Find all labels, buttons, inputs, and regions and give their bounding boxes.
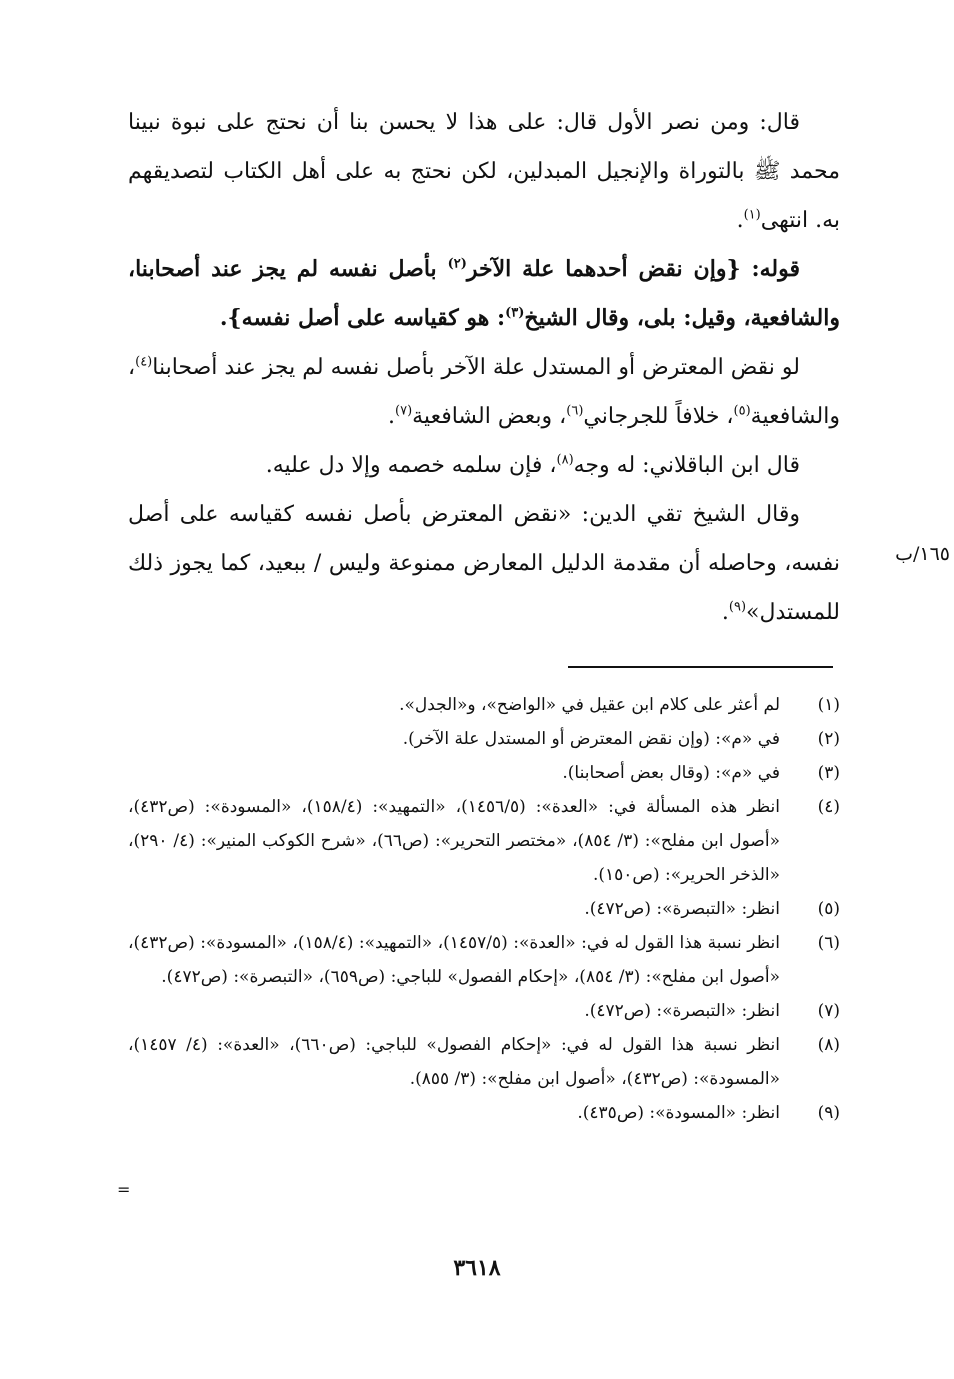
footnote-text: انظر: «التبصرة»: (ص٤٧٢). [584,1001,780,1021]
footnote-text: انظر هذه المسألة في: «العدة»: (١٤٥٦/٥)، «التمهيد»: (١٥٨/٤)، «المسودة»: (ص٤٣٢)، «أصول ابن مفلح»: (٣/ ٨٥٤)، «مختصر التحرير»: (ص٦٦)، «شرح الكوكب المنير»: (٤/ ٢٩٠)، «الذخر الحرير»: (ص١٥٠). [128,797,780,885]
manuscript-folio-marker: ١٦٥/ب [895,543,950,565]
footnote-number: (٣) [817,763,840,783]
paragraph-2-text-c: : هو كقياسه على أصل نفسه}. [219,305,506,331]
footnote-ref-7[interactable]: (٧) [395,403,413,419]
paragraph-4-text-b: ، فإن سلمه خصمه وإلا دل عليه. [265,453,557,478]
page-number: ٣٦١٨ [453,1255,501,1281]
footnote-text: في «م»: (وقال بعض أصحابنا). [562,763,780,783]
footnote-text: انظر: «التبصرة»: (ص٤٧٢). [584,899,780,919]
paragraph-3-text-c: ، خلافاً للجرجاني [583,404,734,429]
footnote-number: (٨) [817,1035,840,1055]
footnote-separator [568,666,833,668]
main-text [128,98,840,637]
footnote-number: (٧) [817,1001,840,1021]
footnote-text: لم أعثر على كلام ابن عقيل في «الواضح»، و«الجدل». [399,695,780,715]
footnote-number: (٦) [817,933,840,953]
paragraph-3 [128,343,840,441]
footnote-1 [128,688,840,722]
paragraph-4 [128,441,840,490]
footnote-ref-1[interactable]: (١) [743,207,761,223]
footnote-number: (١) [817,695,840,715]
paragraph-3-text-d: ، وبعض الشافعية [412,404,567,429]
footnote-9 [128,1096,840,1130]
paragraph-2 [128,245,840,343]
paragraph-5-end: . [721,600,729,625]
paragraph-3-text-b: ، والشافعية [128,355,840,429]
paragraph-4-text-a: قال ابن الباقلاني: له وجه [573,453,800,478]
footnote-ref-5[interactable]: (٥) [733,403,751,419]
footnote-5 [128,892,840,926]
footnote-ref-3[interactable]: (٣) [505,305,525,321]
footnote-text: في «م»: (وإن نقض المعترض أو المستدل علة الآخر). [402,729,780,749]
footnote-ref-2[interactable]: (٢) [447,256,467,272]
paragraph-3-text-a: لو نقض المعترض أو المستدل علة الآخر بأصل نفسه لم يجز عند أصحابنا [152,355,800,380]
paragraph-5-text: وقال الشيخ تقي الدين: «نقض المعترض بأصل نفسه كقياسه على أصل نفسه، وحاصله أن مقدمة الدليل المعارض ممنوعة وليس / ببعيد، كما يجوز ذلك للمستدل» [128,502,840,625]
footnote-2 [128,722,840,756]
footnote-ref-9[interactable]: (٩) [728,599,747,615]
footnote-4 [128,790,840,892]
footnote-number: (٥) [817,899,840,919]
continuation-mark: = [117,1180,131,1199]
footnote-6 [128,926,840,994]
paragraph-5 [128,490,840,637]
footnote-text: انظر نسبة هذا القول له في: «العدة»: (١٤٥٧/٥)، «التمهيد»: (١٥٨/٤)، «المسودة»: (ص٤٣٢)، «أصول ابن مفلح»: (٣/ ٨٥٤)، «إحكام الفصول» للباجي: (ص٦٥٩)، «التبصرة»: (ص٤٧٢). [128,933,780,987]
footnote-text: انظر: «المسودة»: (ص٤٣٥). [577,1103,780,1123]
footnote-ref-4[interactable]: (٤) [135,354,153,370]
paragraph-3-text-e: . [388,404,395,429]
paragraph-1: قال: ومن نصر الأول قال: على هذا لا يحسن بنا أن نحتج على نبوة نبينا محمد ﷺ بالتوراة والإنجيل المبدلين، لكن نحتج به على أهل الكتاب لتصديقهم به. انتهى$^{(١)}$. [128,110,840,233]
paragraph-1-text: قال: ومن نصر الأول قال: على هذا لا يحسن بنا أن نحتج على نبوة نبينا محمد ﷺ بالتوراة والإنجيل المبدلين، لكن نحتج به على أهل الكتاب لتصديقهم به. انتهى [128,110,840,233]
footnote-3 [128,756,840,790]
footnote-number: (٩) [817,1103,840,1123]
footnote-ref-8[interactable]: (٨) [556,452,574,468]
footnote-number: (٢) [817,729,840,749]
footnote-8 [128,1028,840,1096]
footnote-7 [128,994,840,1028]
footnotes [128,688,840,1130]
paragraph-2-text-a: قوله: {وإن نقض أحدهما علة الآخر [466,256,800,282]
footnote-number: (٤) [817,797,840,817]
footnote-ref-6[interactable]: (٦) [566,403,584,419]
footnote-text: انظر نسبة هذا القول له في: «إحكام الفصول» للباجي: (ص٦٦٠)، «العدة»: (٤/ ١٤٥٧)، «المسودة»: (ص٤٣٢)، «أصول ابن مفلح»: (٣/ ٨٥٥). [128,1035,780,1089]
paragraph-2-text-b: بأصل نفسه لم يجز عند أصحابنا، والشافعية، وقيل: بلى، وقال الشيخ [128,256,840,331]
